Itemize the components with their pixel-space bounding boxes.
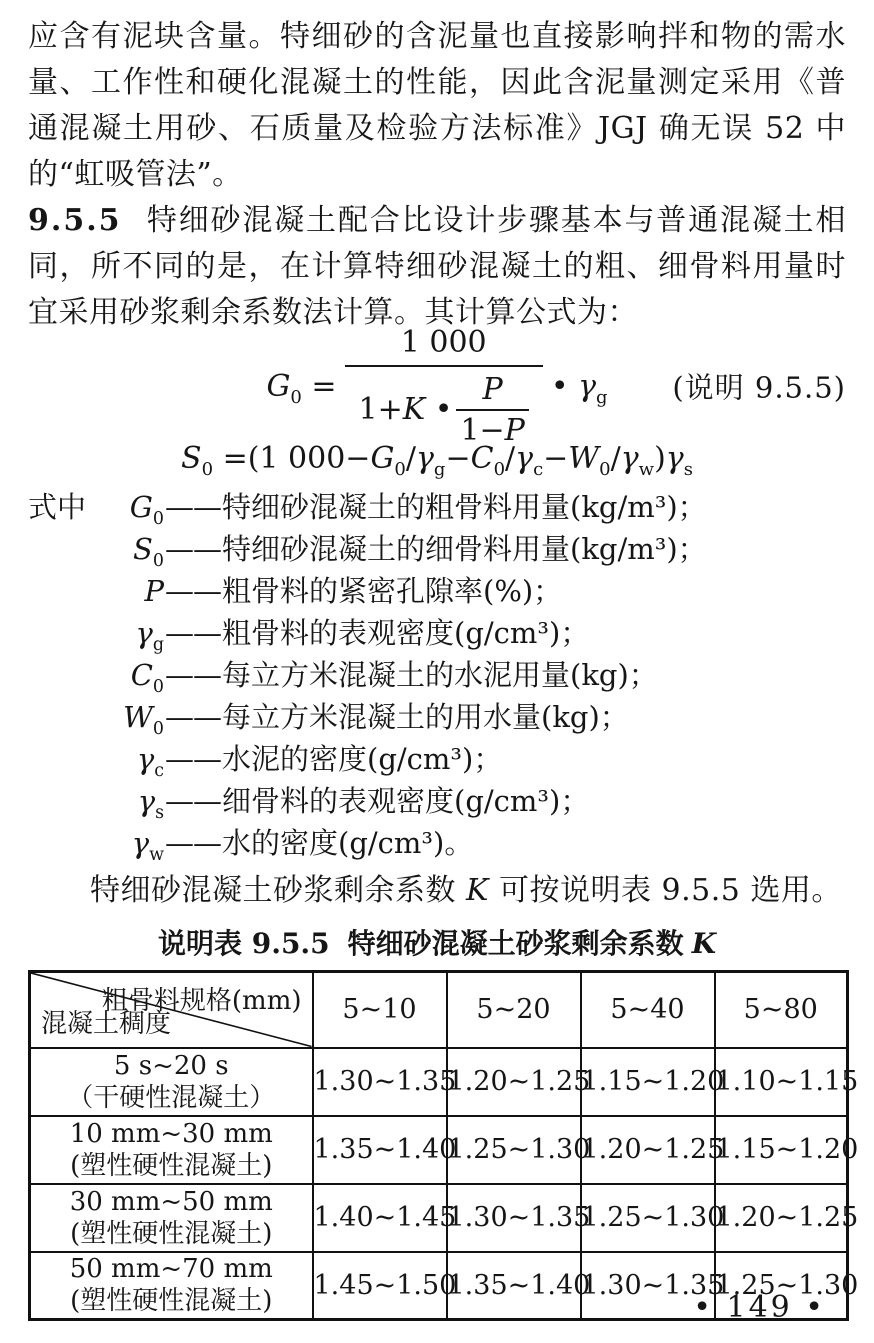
definition-term: $S_0$ — [133, 532, 164, 571]
definition-description: 每立方米混凝土的水泥用量(kg)； — [222, 658, 658, 692]
definition-row — [28, 654, 846, 696]
row-label: 10 mm~30 mm (塑性硬性混凝土) — [30, 1116, 313, 1184]
definition-row — [28, 696, 846, 738]
page-number: • 149 • — [693, 1290, 826, 1325]
value-cell: 1.25~1.30 — [715, 1252, 848, 1320]
definition-row — [28, 486, 846, 528]
definition-dash: —— — [165, 826, 221, 860]
definition-term: $G_0$ — [129, 490, 164, 529]
section-text: 特细砂混凝土配合比设计步骤基本与普通混凝土相同，所不同的是，在计算特细砂混凝土的粗、细骨料用量时宜采用砂浆剩余系数法计算。其计算公式为： — [28, 203, 846, 330]
table-caption-title: 特细砂混凝土砂浆剩余系数 — [347, 927, 684, 960]
value-cell: 1.10~1.15 — [715, 1048, 848, 1116]
formula-g0-lhs: $G_0$ = — [266, 368, 337, 408]
value-cell: 1.35~1.40 — [447, 1252, 581, 1320]
value-cell: 1.25~1.30 — [447, 1116, 581, 1184]
definition-description: 细骨料的表观密度(g/cm³)； — [222, 784, 590, 818]
definition-dash: —— — [165, 616, 221, 650]
definition-dash: —— — [165, 784, 221, 818]
definition-dash: —— — [165, 532, 221, 566]
row-label: 50 mm~70 mm (塑性硬性混凝土) — [30, 1252, 313, 1320]
table-caption — [28, 928, 846, 960]
value-cell: 1.25~1.30 — [581, 1184, 715, 1252]
header-diagonal-bottom: 混凝土稠度 — [41, 1008, 172, 1039]
definition-term: $C_0$ — [130, 658, 164, 697]
section-number: 9.5.5 — [28, 203, 122, 238]
definition-dash: —— — [165, 490, 221, 524]
definition-term: $\gamma_g$ — [135, 616, 164, 655]
value-cell: 1.40~1.45 — [313, 1184, 447, 1252]
section-9-5-5 — [28, 198, 846, 336]
definition-row — [28, 528, 846, 570]
fraction — [345, 325, 543, 448]
definition-row — [28, 822, 846, 864]
definition-description: 特细砂混凝土的粗骨料用量(kg/m³)； — [222, 490, 707, 524]
column-header: 5~10 — [313, 972, 447, 1048]
column-header: 5~40 — [581, 972, 715, 1048]
value-cell: 1.20~1.25 — [581, 1116, 715, 1184]
table-header-row — [30, 972, 848, 1048]
value-cell: 1.15~1.20 — [715, 1116, 848, 1184]
value-cell: 1.20~1.25 — [447, 1048, 581, 1116]
value-cell: 1.30~1.35 — [581, 1252, 715, 1320]
definition-term: $\gamma_w$ — [131, 826, 164, 865]
table-caption-k: K — [691, 927, 717, 960]
definition-dash: —— — [165, 574, 221, 608]
column-header: 5~80 — [715, 972, 848, 1048]
definition-term: $\gamma_s$ — [137, 784, 164, 823]
table-row — [30, 1184, 848, 1252]
definition-description: 粗骨料的表观密度(g/cm³)； — [222, 616, 590, 650]
row-label: 30 mm~50 mm (塑性硬性混凝土) — [30, 1184, 313, 1252]
denominator-prefix: 1+K • — [358, 392, 453, 427]
table-row — [30, 1116, 848, 1184]
table-note: 特细砂混凝土砂浆剩余系数 K 可按说明表 9.5.5 选用。 — [90, 873, 842, 908]
formula-s0: $S_0 =(1$ $000-G_0/\gamma_g-C_0/\gamma_c-W_0/\gamma_w)\gamma_s$ — [181, 441, 693, 480]
definition-description: 每立方米混凝土的用水量(kg)； — [222, 700, 629, 734]
fraction-denominator — [345, 365, 543, 448]
definition-row — [28, 570, 846, 612]
inner-fraction-numerator: P — [482, 371, 503, 407]
diagonal-header-cell — [30, 972, 313, 1048]
definition-dash: —— — [165, 700, 221, 734]
paragraph-intro: 应含有泥块含量。特细砂的含泥量也直接影响拌和物的需水量、工作性和硬化混凝土的性能，因此含泥量测定采用《普通混凝土用砂、石质量及检验方法标准》JGJ 确无误 52 中的“虹吸管法”。 — [28, 19, 846, 192]
definition-description: 水泥的密度(g/cm³)； — [222, 742, 503, 776]
definition-description: 水的密度(g/cm³)。 — [222, 826, 474, 860]
row-label: 5 s~20 s （干硬性混凝土） — [30, 1048, 313, 1116]
definition-row — [28, 612, 846, 654]
coefficient-table — [28, 970, 859, 1321]
formula-g0-suffix: • $\gamma_g$ — [550, 368, 608, 408]
header-diagonal-top: 粗骨料规格(mm) — [101, 986, 302, 1016]
formula-g0 — [28, 324, 846, 448]
value-cell: 1.45~1.50 — [313, 1252, 447, 1320]
value-cell: 1.15~1.20 — [581, 1048, 715, 1116]
definition-row — [28, 780, 846, 822]
definition-description: 特细砂混凝土的细骨料用量(kg/m³)； — [222, 532, 707, 566]
definitions-list — [28, 486, 846, 864]
column-header: 5~20 — [447, 972, 581, 1048]
definition-term: $W_0$ — [123, 700, 164, 739]
table-caption-number: 说明表 9.5.5 — [157, 927, 330, 960]
fraction-numerator: 1 000 — [400, 324, 487, 360]
where-label: 式中 — [28, 490, 87, 524]
table-row — [30, 1048, 848, 1116]
definition-description: 粗骨料的紧密孔隙率(%)； — [222, 574, 563, 608]
formula-annotation-label: (说明 9.5.5) — [672, 370, 846, 405]
definition-term: $\gamma_c$ — [136, 742, 164, 781]
inner-fraction — [456, 372, 528, 448]
definition-term: P — [144, 574, 164, 608]
value-cell: 1.30~1.35 — [313, 1048, 447, 1116]
definition-row — [28, 738, 846, 780]
value-cell: 1.30~1.35 — [447, 1184, 581, 1252]
value-cell: 1.20~1.25 — [715, 1184, 848, 1252]
coefficient-k-symbol: K — [466, 873, 489, 908]
value-cell: 1.35~1.40 — [313, 1116, 447, 1184]
definition-dash: —— — [165, 658, 221, 692]
inner-fraction-denominator: 1−P — [456, 409, 528, 448]
definition-dash: —— — [165, 742, 221, 776]
